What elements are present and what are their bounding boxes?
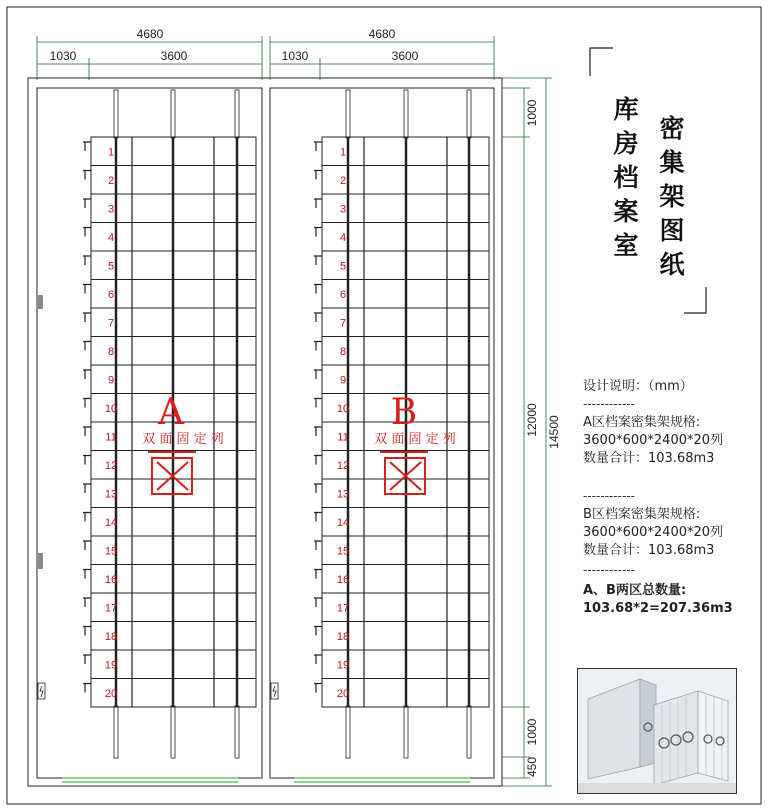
row-number: 19 bbox=[104, 659, 118, 672]
row-number: 2 bbox=[339, 174, 347, 187]
row-number: 11 bbox=[337, 431, 349, 444]
rail bbox=[467, 90, 471, 138]
handwheel-icon bbox=[314, 285, 322, 294]
row-number: 14 bbox=[336, 516, 350, 529]
design-notes bbox=[583, 378, 753, 618]
row-number: 8 bbox=[339, 345, 347, 358]
handwheel-icon bbox=[314, 456, 322, 465]
row-number: 16 bbox=[104, 573, 118, 586]
row-number: 11 bbox=[105, 431, 117, 444]
title-column-1 bbox=[611, 93, 641, 263]
handwheel-icon bbox=[83, 684, 91, 693]
title-column-2 bbox=[657, 112, 687, 282]
b-spec-label: B区档案密集架规格: bbox=[583, 507, 701, 522]
handwheel-icon bbox=[314, 598, 322, 607]
a-spec-value: 3600*600*2400*20列 bbox=[583, 433, 724, 448]
dim-top-right-a: 3600 bbox=[160, 49, 188, 63]
handwheel-icon bbox=[314, 399, 322, 408]
door-a bbox=[62, 778, 238, 782]
handwheel-icon bbox=[314, 484, 322, 493]
row-number: 15 bbox=[104, 545, 118, 558]
row-number: 4 bbox=[107, 231, 115, 244]
handwheel-icon bbox=[83, 570, 91, 579]
handwheel-icon bbox=[314, 199, 322, 208]
handwheel-icon bbox=[314, 342, 322, 351]
rail bbox=[404, 90, 408, 138]
handwheel-icon bbox=[314, 256, 322, 265]
handwheel-icon bbox=[314, 228, 322, 237]
row-number: 6 bbox=[107, 288, 115, 301]
row-number: 7 bbox=[339, 317, 347, 330]
row-number: 3 bbox=[107, 203, 115, 216]
title-char: 室 bbox=[613, 231, 639, 260]
row-number: 6 bbox=[339, 288, 347, 301]
row-number: 10 bbox=[336, 402, 350, 415]
row-number: 1 bbox=[339, 146, 347, 159]
handwheel-icon bbox=[83, 655, 91, 664]
row-number: 5 bbox=[339, 260, 347, 273]
fixed-row-marker-b bbox=[380, 452, 428, 494]
rail bbox=[467, 706, 471, 758]
handwheel-icon bbox=[314, 570, 322, 579]
b-spec-value: 3600*600*2400*20列 bbox=[583, 525, 724, 540]
handwheel-icon bbox=[83, 427, 91, 436]
title-char: 架 bbox=[659, 182, 685, 211]
handwheel-icon bbox=[83, 171, 91, 180]
dim-side-mid: 12000 bbox=[525, 403, 539, 437]
rail bbox=[114, 706, 118, 758]
handwheel-icon bbox=[83, 456, 91, 465]
notes-separator: ------------ bbox=[583, 397, 635, 411]
dim-top-left-a: 1030 bbox=[49, 49, 77, 63]
dim-side-total: 14500 bbox=[547, 415, 561, 449]
rail bbox=[346, 706, 350, 758]
handwheel-icon bbox=[83, 370, 91, 379]
handwheel-icon bbox=[83, 256, 91, 265]
row-number: 10 bbox=[104, 402, 118, 415]
dim-top-left-b: 1030 bbox=[281, 49, 309, 63]
title-bracket bbox=[590, 48, 706, 313]
row-number: 13 bbox=[104, 488, 118, 501]
a-spec-label: A区档案密集架规格: bbox=[583, 415, 701, 430]
title-char: 档 bbox=[613, 163, 639, 192]
row-number: 12 bbox=[104, 459, 118, 472]
title-char: 密 bbox=[659, 114, 685, 143]
row-number: 14 bbox=[104, 516, 118, 529]
handwheel-icon bbox=[83, 541, 91, 550]
row-number: 13 bbox=[336, 488, 350, 501]
row-number: 4 bbox=[339, 231, 347, 244]
notes-separator: ------------ bbox=[583, 489, 635, 503]
row-number: 8 bbox=[107, 345, 115, 358]
handwheel-icon bbox=[83, 313, 91, 322]
row-number: 9 bbox=[107, 374, 115, 387]
row-number: 15 bbox=[336, 545, 350, 558]
dim-top-total-a: 4680 bbox=[136, 27, 164, 41]
handwheel-icon bbox=[83, 598, 91, 607]
handwheel-icon bbox=[314, 142, 322, 151]
product-photo bbox=[577, 668, 737, 794]
title-char: 房 bbox=[613, 129, 639, 158]
row-number: 17 bbox=[104, 602, 118, 615]
title-char: 库 bbox=[613, 95, 639, 124]
row-number: 19 bbox=[336, 659, 350, 672]
row-number: 18 bbox=[104, 630, 118, 643]
row-number: 9 bbox=[339, 374, 347, 387]
handwheel-icon bbox=[314, 513, 322, 522]
rail bbox=[171, 706, 175, 758]
wall-fixture bbox=[38, 295, 43, 309]
handwheel-icon bbox=[83, 399, 91, 408]
fixed-row-label-a: 双 面 固 定 列 bbox=[142, 432, 224, 447]
dim-top-right-b: 3600 bbox=[391, 49, 419, 63]
row-number: 12 bbox=[336, 459, 350, 472]
handwheel-icon bbox=[314, 370, 322, 379]
zone-label-a: A bbox=[158, 392, 184, 433]
total-label: A、B两区总数量: bbox=[583, 583, 687, 598]
handwheel-icon bbox=[83, 484, 91, 493]
handwheel-icon bbox=[314, 171, 322, 180]
fixed-row-label-b: 双 面 固 定 列 bbox=[374, 432, 456, 447]
handwheel-icon bbox=[83, 342, 91, 351]
handwheel-icon bbox=[83, 228, 91, 237]
title-char: 案 bbox=[613, 197, 639, 226]
dim-top-total-b: 4680 bbox=[368, 27, 396, 41]
handwheel-icon bbox=[314, 427, 322, 436]
handwheel-icon bbox=[314, 655, 322, 664]
title-char: 图 bbox=[659, 216, 685, 245]
handwheel-icon bbox=[83, 285, 91, 294]
zone-label-b: B bbox=[390, 392, 418, 433]
row-number: 2 bbox=[107, 174, 115, 187]
a-qty: 数量合计：103.68m3 bbox=[583, 451, 715, 466]
row-number: 20 bbox=[336, 687, 350, 700]
handwheel-icon bbox=[314, 541, 322, 550]
rail bbox=[235, 90, 239, 138]
row-number: 3 bbox=[339, 203, 347, 216]
notes-heading: 设计说明：（mm） bbox=[583, 379, 693, 394]
row-number: 17 bbox=[336, 602, 350, 615]
rail bbox=[235, 706, 239, 758]
rail bbox=[114, 90, 118, 138]
handwheel-icon bbox=[83, 513, 91, 522]
dim-side-bottom: 1000 bbox=[525, 718, 539, 746]
title-char: 纸 bbox=[659, 250, 685, 279]
row-number: 7 bbox=[107, 317, 115, 330]
b-qty: 数量合计：103.68m3 bbox=[583, 543, 715, 558]
wall-fixture bbox=[38, 553, 43, 569]
door-b bbox=[294, 778, 470, 782]
handwheel-icon bbox=[314, 627, 322, 636]
handwheel-icon bbox=[314, 684, 322, 693]
handwheel-icon bbox=[83, 199, 91, 208]
notes-separator: ------------ bbox=[583, 563, 635, 577]
row-number: 20 bbox=[104, 687, 118, 700]
row-number: 5 bbox=[107, 260, 115, 273]
rail bbox=[346, 90, 350, 138]
handwheel-icon bbox=[83, 627, 91, 636]
row-number: 18 bbox=[336, 630, 350, 643]
row-number: 1 bbox=[107, 146, 115, 159]
rail bbox=[404, 706, 408, 758]
handwheel-icon bbox=[314, 313, 322, 322]
title-char: 集 bbox=[659, 148, 685, 177]
dim-side-bottom-small: 450 bbox=[525, 756, 539, 778]
dim-side-top: 1000 bbox=[525, 99, 539, 127]
total-value: 103.68*2=207.36m3 bbox=[583, 601, 733, 616]
row-number: 16 bbox=[336, 573, 350, 586]
rail bbox=[171, 90, 175, 138]
handwheel-icon bbox=[83, 142, 91, 151]
